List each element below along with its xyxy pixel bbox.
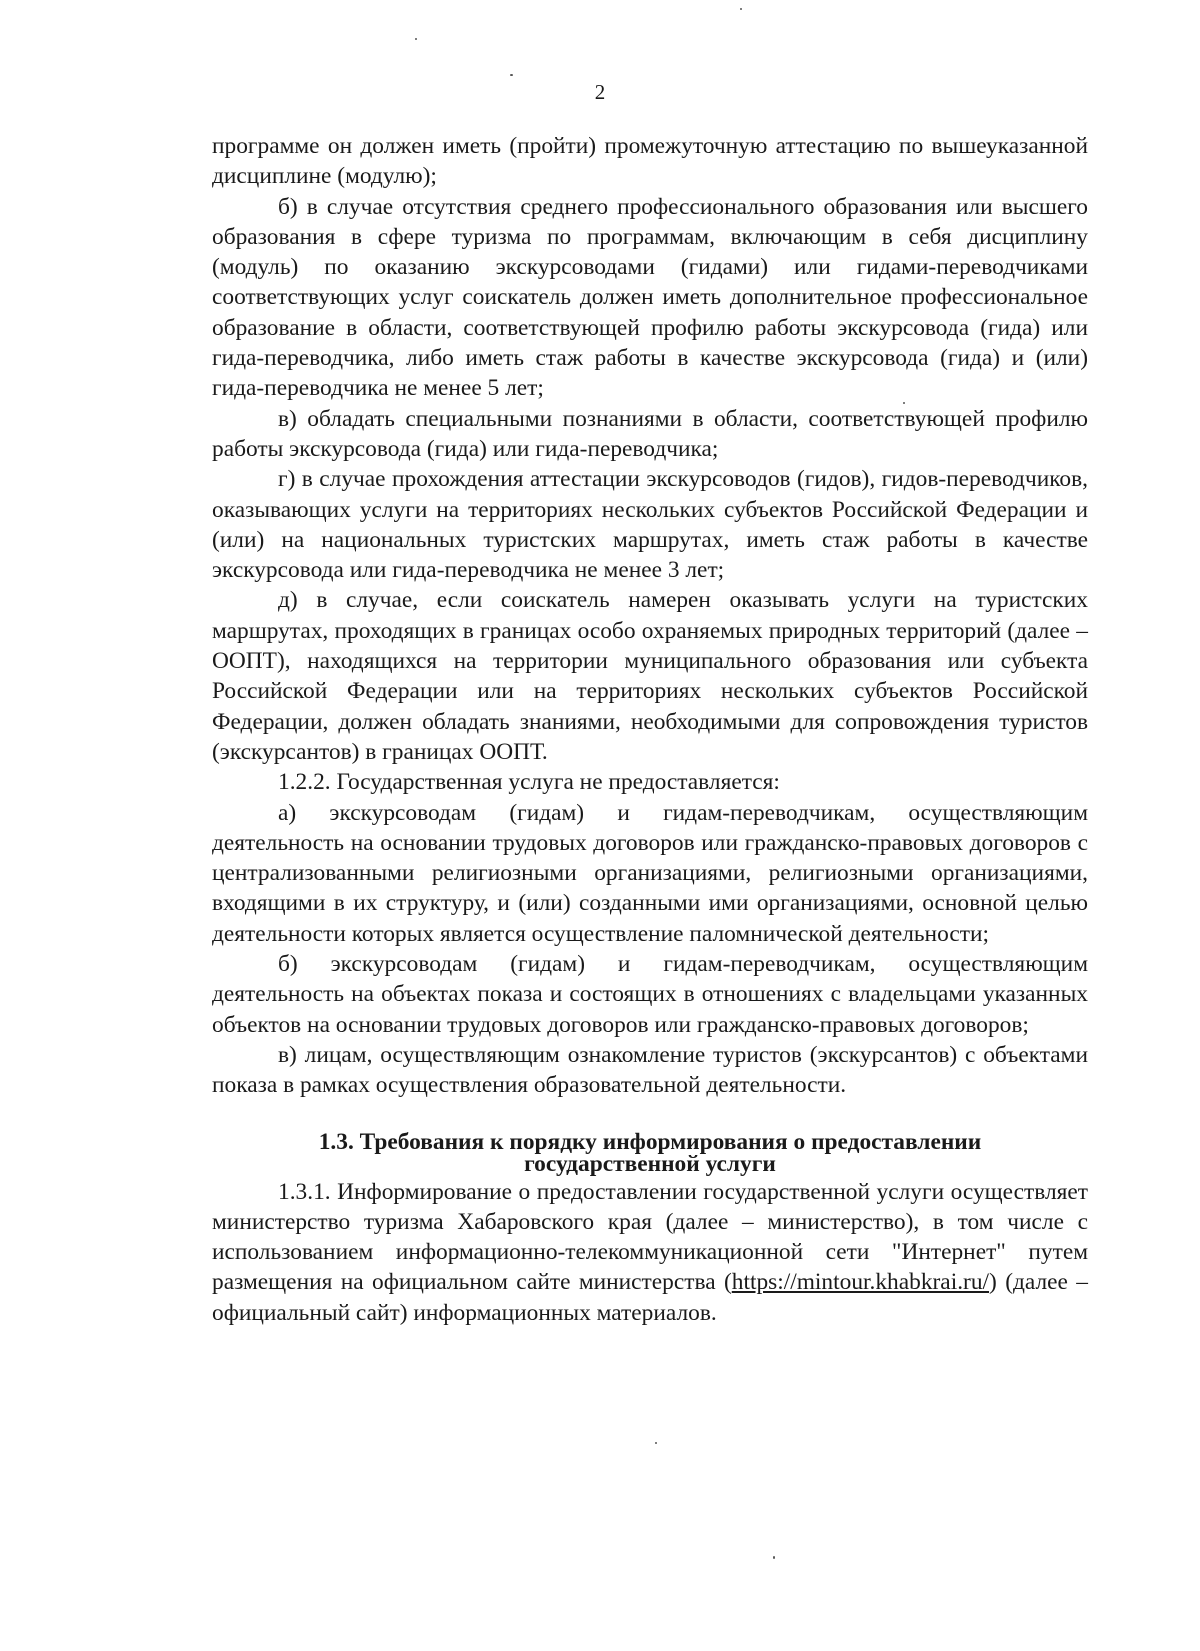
clause-text-start: 1.3.1. Информирование о предоставлении государственной услуги осуществляет министерство туризма Хабаровского края (далее – министерство), в том числе с использованием информационно-телекоммуникационной сети "Интернет" путем размещения на официальном сайте министерства ( <box>212 1178 1088 1296</box>
paragraph-item-a: а) экскурсоводам (гидам) и гидам-переводчикам, осуществляющим деятельность на основании трудовых договоров или гражданско-правовых договоров с централизованными религиозными организациями, религиозными организациями, входящими в их структуру, и (или) созданными ими организациями, основной целью деятельности которых является осуществление паломнической деятельности; <box>212 799 1088 947</box>
clause-text-end: ) (далее – официальный сайт) информационных материалов. <box>212 1269 1088 1326</box>
paragraph-continuation: программе он должен иметь (пройти) промежуточную аттестацию по вышеуказанной дисциплине (модулю); <box>212 133 1088 190</box>
paragraph-clause-1-3-1 <box>212 1177 1088 1328</box>
section-heading <box>212 1128 1088 1177</box>
scan-speck <box>903 402 905 404</box>
scan-speck <box>655 1442 657 1444</box>
paragraph-item-b2: б) экскурсоводам (гидам) и гидам-переводчикам, осуществляющим деятельность на объектах показа и состоящих в отношениях с владельцами указанных объектов на основании трудовых договоров или гражданско-правовых договоров; <box>212 951 1088 1038</box>
page-number: 2 <box>594 80 606 104</box>
paragraph-clause-1-2-2: 1.2.2. Государственная услуга не предоставляется: <box>278 769 780 796</box>
paragraph-item-v: в) обладать специальными познаниями в области, соответствующей профилю работы экскурсовода (гида) или гида-переводчика; <box>212 405 1088 462</box>
scan-speck <box>740 8 742 10</box>
section-heading-line2: государственной услуги <box>524 1150 776 1177</box>
paragraph-item-b: б) в случае отсутствия среднего профессионального образования или высшего образования в сфере туризма по программам, включающим в себя дисциплину (модуль) по оказанию экскурсоводами (гидами) или гидами-переводчиками соответствующих услуг соискатель должен иметь дополнительное профессиональное образование в области, соответствующей профилю работы экскурсовода (гида) или гида-переводчика, либо иметь стаж работы в качестве экскурсовода (гида) и (или) гида-переводчика не менее 5 лет; <box>212 193 1088 402</box>
scan-speck <box>510 74 513 76</box>
scan-speck <box>415 38 417 40</box>
official-site-link[interactable]: https://mintour.khabkrai.ru/ <box>731 1269 990 1296</box>
scan-speck <box>773 1556 775 1559</box>
document-body <box>212 131 1088 1328</box>
paragraph-item-d: д) в случае, если соискатель намерен оказывать услуги на туристских маршрутах, проходящих в границах особо охраняемых природных территорий (далее – ООПТ), находящихся на территории муниципального образования или субъекта Российской Федерации или на территориях нескольких субъектов Российской Федерации, должен обладать знаниями, необходимыми для сопровождения туристов (экскурсантов) в границах ООПТ. <box>212 587 1088 765</box>
section-heading-line1: 1.3. Требования к порядку информирования о предоставлении <box>318 1128 982 1155</box>
paragraph-item-v2: в) лицам, осуществляющим ознакомление туристов (экскурсантов) с объектами показа в рамках осуществления образовательной деятельности. <box>212 1041 1088 1099</box>
paragraph-item-g: г) в случае прохождения аттестации экскурсоводов (гидов), гидов-переводчиков, оказывающих услуги на территориях нескольких субъектов Российской Федерации и (или) на национальных туристских маршрутах, иметь стаж работы в качестве экскурсовода или гида-переводчика не менее 3 лет; <box>212 466 1088 584</box>
